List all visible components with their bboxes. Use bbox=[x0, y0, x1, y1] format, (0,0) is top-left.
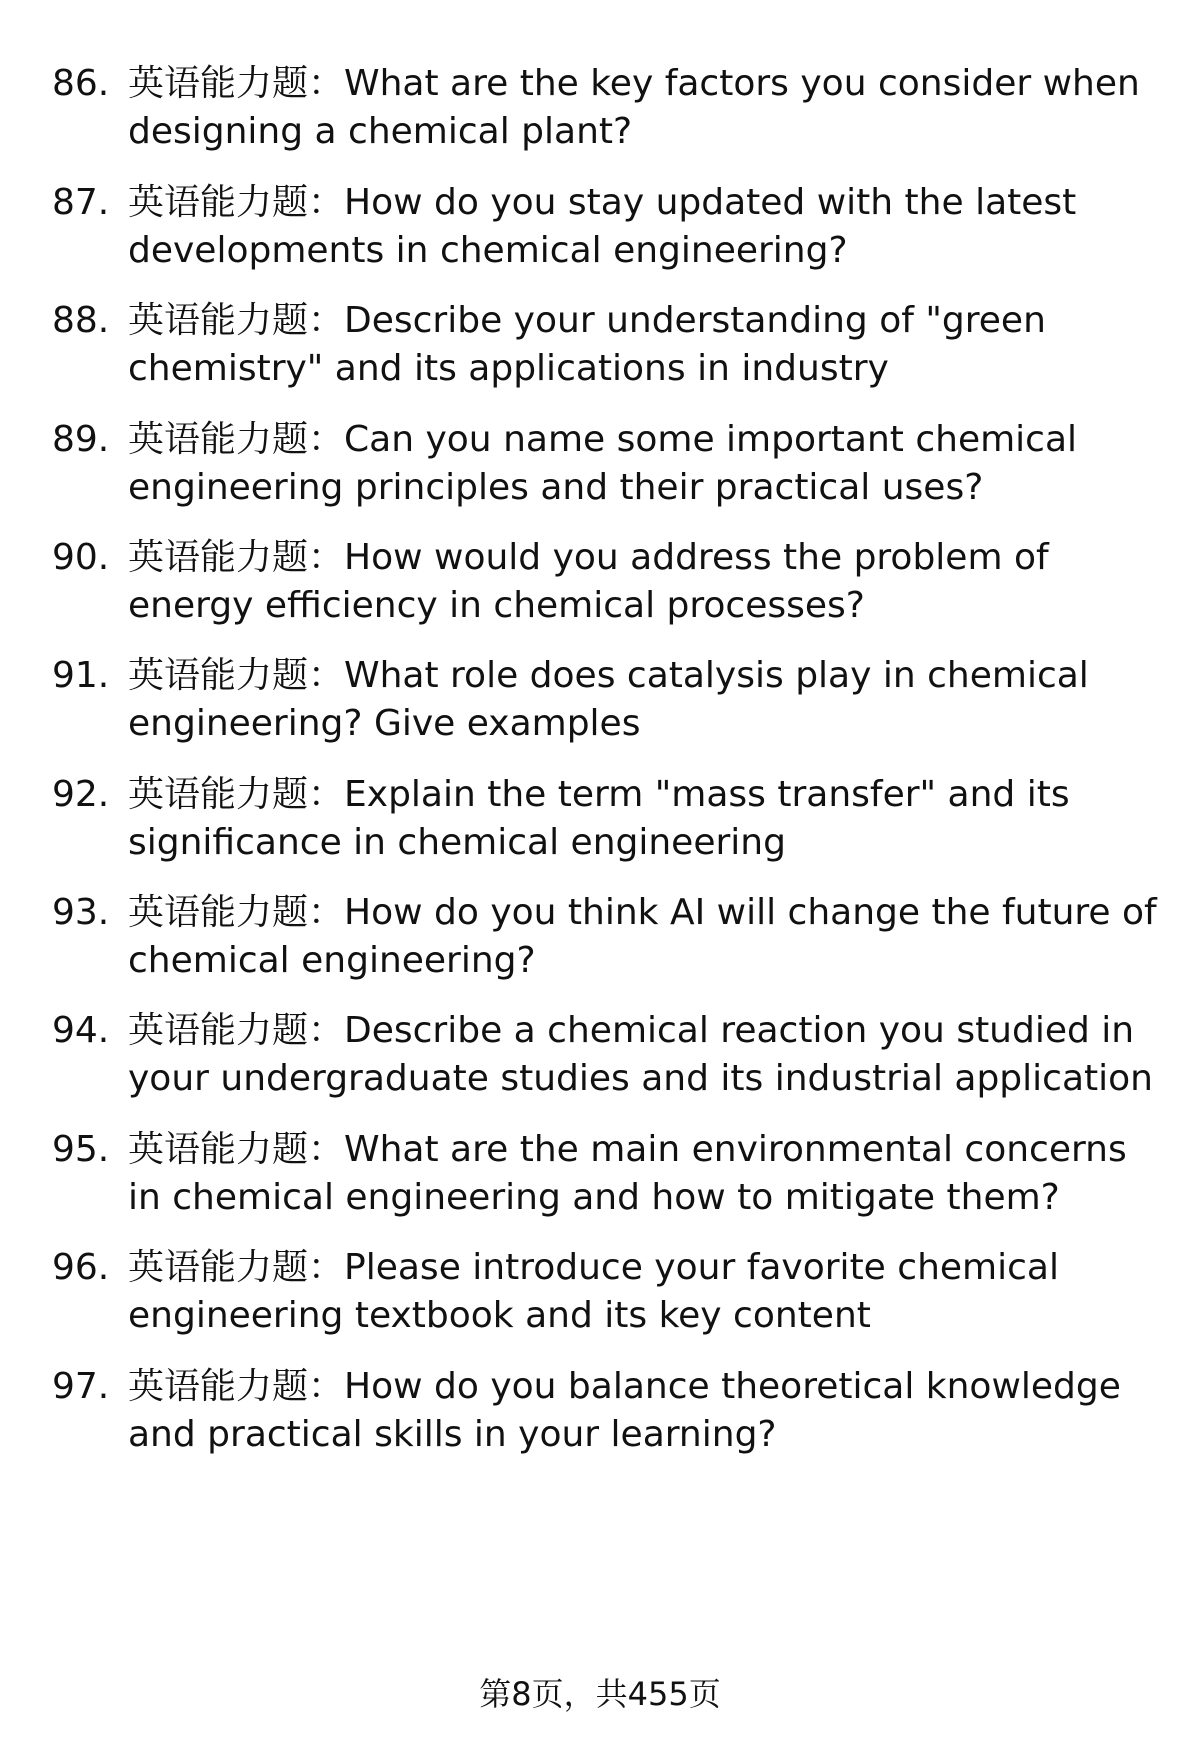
question-prefix: 英语能力题： bbox=[128, 63, 345, 104]
question-text: How do you balance theoretical knowledge and practical skills in your learning? bbox=[128, 1366, 1121, 1455]
question-body bbox=[128, 416, 1162, 512]
question-number: 95. bbox=[52, 1129, 110, 1170]
question-number: 86. bbox=[52, 63, 110, 104]
question-body bbox=[128, 652, 1162, 748]
question-prefix: 英语能力题： bbox=[128, 1366, 345, 1407]
question-body bbox=[128, 297, 1162, 393]
question-number: 87. bbox=[52, 182, 110, 223]
question-prefix: 英语能力题： bbox=[128, 537, 345, 578]
question-prefix: 英语能力题： bbox=[128, 655, 345, 696]
question-text: Please introduce your favorite chemical engineering textbook and its key content bbox=[128, 1247, 1059, 1336]
question-number: 91. bbox=[52, 655, 110, 696]
question-text: What are the main environmental concerns in chemical engineering and how to mitigate them? bbox=[128, 1129, 1127, 1218]
question-body bbox=[128, 771, 1162, 867]
page-footer bbox=[0, 1674, 1200, 1714]
question-text: How would you address the problem of energy efficiency in chemical processes? bbox=[128, 537, 1049, 626]
question-body bbox=[128, 1126, 1162, 1222]
question-text: Describe your understanding of "green chemistry" and its applications in industry bbox=[128, 300, 1046, 389]
page-number: 第8页，共455页 bbox=[479, 1675, 721, 1713]
question-number: 92. bbox=[52, 774, 110, 815]
question-text: What role does catalysis play in chemical engineering? Give examples bbox=[128, 655, 1089, 744]
question-body bbox=[128, 889, 1162, 985]
question-body bbox=[128, 60, 1162, 156]
question-number: 96. bbox=[52, 1247, 110, 1288]
question-number: 88. bbox=[52, 300, 110, 341]
question-text: Explain the term "mass transfer" and its significance in chemical engineering bbox=[128, 774, 1070, 863]
question-prefix: 英语能力题： bbox=[128, 182, 345, 223]
question-body bbox=[128, 1244, 1162, 1340]
question-text: Describe a chemical reaction you studied in your undergraduate studies and its industrial application bbox=[128, 1010, 1153, 1099]
question-prefix: 英语能力题： bbox=[128, 1010, 345, 1051]
question-number: 97. bbox=[52, 1366, 110, 1407]
question-prefix: 英语能力题： bbox=[128, 1247, 345, 1288]
question-text: Can you name some important chemical engineering principles and their practical uses? bbox=[128, 419, 1078, 508]
question-text: What are the key factors you consider when designing a chemical plant? bbox=[128, 63, 1140, 152]
question-prefix: 英语能力题： bbox=[128, 774, 345, 815]
question-number: 90. bbox=[52, 537, 110, 578]
question-number: 89. bbox=[52, 419, 110, 460]
question-text: How do you think AI will change the future of chemical engineering? bbox=[128, 892, 1157, 981]
question-prefix: 英语能力题： bbox=[128, 419, 345, 460]
question-number: 93. bbox=[52, 892, 110, 933]
question-text: How do you stay updated with the latest developments in chemical engineering? bbox=[128, 182, 1077, 271]
question-body bbox=[128, 534, 1162, 630]
question-body bbox=[128, 1363, 1162, 1459]
question-body bbox=[128, 179, 1162, 275]
question-prefix: 英语能力题： bbox=[128, 1129, 345, 1170]
question-number: 94. bbox=[52, 1010, 110, 1051]
question-prefix: 英语能力题： bbox=[128, 300, 345, 341]
question-prefix: 英语能力题： bbox=[128, 892, 345, 933]
question-body bbox=[128, 1007, 1162, 1103]
